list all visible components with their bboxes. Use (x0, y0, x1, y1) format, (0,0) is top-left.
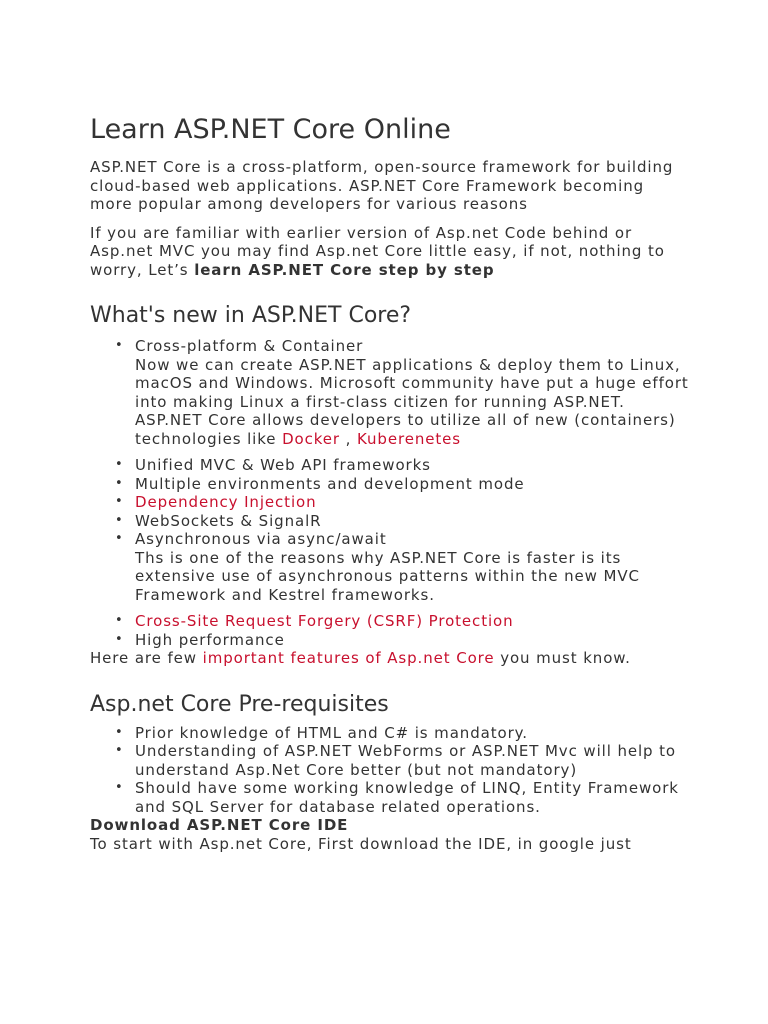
features-paragraph (90, 649, 690, 668)
async-label: Asynchronous via async/await (135, 530, 387, 548)
link-separator: , (340, 429, 358, 448)
prereq-item-webforms: • Understanding of ASP.NET WebForms or ASP.NET Mvc will help to understand Asp.Net Core better (but not mandatory) (135, 742, 690, 779)
cross-platform-detail: Now we can create ASP.NET applications & deploy them to Linux, macOS and Windows. Microsoft community have put a huge effort into making Linux a first-class citizen for running ASP.NET. (135, 355, 689, 411)
cross-platform-label: Cross-platform & Container (135, 337, 364, 355)
whats-new-list (90, 337, 690, 649)
familiar-paragraph (90, 224, 690, 280)
page-title: Learn ASP.NET Core Online (90, 114, 451, 145)
csrf-link[interactable]: Cross-Site Request Forgery (CSRF) Protection (135, 612, 514, 630)
whats-new-heading: What's new in ASP.NET Core? (90, 303, 412, 328)
kubernetes-link[interactable]: Kuberenetes (357, 429, 462, 448)
prerequisites-list (90, 724, 690, 817)
download-heading: Download ASP.NET Core IDE (90, 816, 349, 834)
containers-detail (135, 411, 690, 448)
prerequisites-heading: Asp.net Core Pre-requisites (90, 691, 389, 717)
features-after-text: you must know. (494, 649, 631, 667)
docker-link[interactable]: Docker (282, 429, 341, 448)
familiar-bold-text: learn ASP.NET Core step by step (194, 260, 495, 279)
list-item-csrf (135, 612, 690, 631)
list-item-cross-platform (135, 337, 690, 448)
prereq-item-linq: • Should have some working knowledge of LINQ, Entity Framework and SQL Server for database related operations. (135, 779, 690, 816)
features-link[interactable]: important features of Asp.net Core (202, 649, 495, 667)
list-item-async (135, 530, 690, 604)
list-item-unified-mvc: • Unified MVC & Web API frameworks (135, 456, 690, 475)
article (90, 112, 690, 853)
list-item-environments: • Multiple environments and development mode (135, 475, 690, 494)
containers-text: ASP.NET Core allows developers to utilize all of new (containers) technologies like (135, 411, 676, 448)
async-detail: Ths is one of the reasons why ASP.NET Core is faster is its extensive use of asynchronous patterns within the new MVC Framework and Kestrel frameworks. (135, 548, 640, 604)
intro-paragraph: ASP.NET Core is a cross-platform, open-source framework for building cloud-based web applications. ASP.NET Core Framework becoming more popular among developers for various reasons (90, 158, 674, 213)
features-before-text: Here are few (90, 649, 203, 667)
dependency-injection-link[interactable]: Dependency Injection (135, 493, 317, 511)
list-item-websockets: • WebSockets & SignalR (135, 512, 690, 531)
familiar-text: If you are familiar with earlier version of Asp.net Code behind or Asp.net MVC you may find Asp.net Core little easy, if not, nothing to worry, Let’s (90, 223, 665, 279)
list-item-performance: • High performance (135, 631, 690, 650)
list-item-dependency-injection (135, 493, 690, 512)
download-paragraph: To start with Asp.net Core, First download the IDE, in google just (90, 834, 632, 853)
prereq-item-html: • Prior knowledge of HTML and C# is mandatory. (135, 724, 690, 743)
